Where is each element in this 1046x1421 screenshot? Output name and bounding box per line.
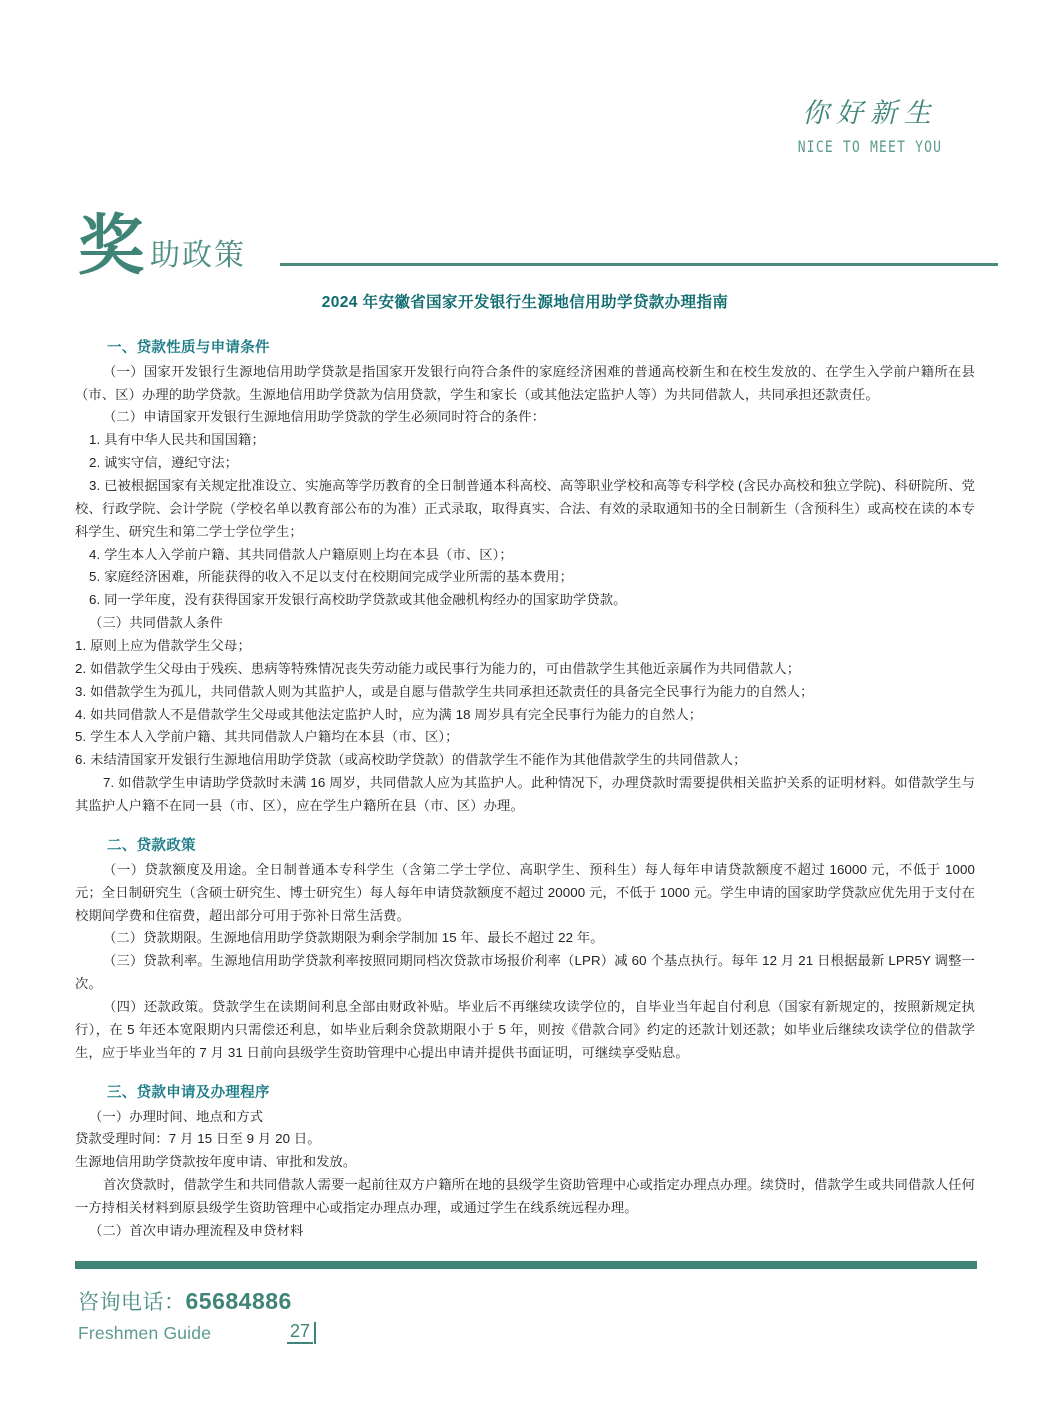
page-number-group <box>287 1322 316 1344</box>
masthead-subtitle: 助政策 <box>150 239 246 272</box>
section-heading-1: 一、贷款性质与申请条件 <box>107 339 270 356</box>
article-body <box>75 292 975 1243</box>
paragraph: 首次贷款时，借款学生和共同借款人需要一起前往双方户籍所在地的县级学生资助管理中心或指定办理点办理。续贷时，借款学生或共同借款人任何一方持相关材料到原县级学生资助管理中心或指定办理点办理，或通过学生在线系统远程办理。 <box>75 1177 975 1216</box>
paragraph: 3. 已被根据国家有关规定批准设立、实施高等学历教育的全日制普通本科高校、高等职业学校和高等专科学校 (含民办高校和独立学院)、科研院所、党校、行政学院、会计学院（学校名单以教育部公布的为准）正式录取，取得真实、合法、有效的录取通知书的全日制新生（含预科生）或高校在读的本专科学生、研究生和第二学士学位学生； <box>75 477 975 539</box>
paragraph: （二）贷款期限。生源地信用助学贷款期限为剩余学制加 15 年、最长不超过 22 年。 <box>103 930 604 946</box>
paragraph: 3. 如借款学生为孤儿，共同借款人则为其监护人，或是自愿与借款学生共同承担还款责任的具备完全民事行为能力的自然人； <box>75 683 814 699</box>
paragraph: 2. 如借款学生父母由于残疾、患病等特殊情况丧失劳动能力或民事行为能力的，可由借款学生其他近亲属作为共同借款人； <box>75 660 801 676</box>
paragraph: （二）首次申请办理流程及申贷材料 <box>89 1222 304 1238</box>
paragraph: 贷款受理时间：7 月 15 日至 9 月 20 日。 <box>75 1131 321 1147</box>
masthead-rule <box>280 263 998 266</box>
footer-bottom-row <box>78 1322 316 1344</box>
paragraph: （三）贷款利率。生源地信用助学贷款利率按照同期同档次贷款市场报价利率（LPR）减 60 个基点执行。每年 12 月 21 日根据最新 LPR5Y 调整一次。 <box>75 953 975 992</box>
paragraph: 5. 家庭经济困难，所能获得的收入不足以支付在校期间完成学业所需的基本费用； <box>89 569 573 585</box>
page-footer <box>78 1286 498 1344</box>
brandmark <box>770 98 970 157</box>
masthead-big-character: 奖 <box>78 207 144 285</box>
paragraph: 2. 诚实守信，遵纪守法； <box>89 455 239 471</box>
paragraph: （一）办理时间、地点和方式 <box>89 1108 264 1124</box>
paragraph: （三）共同借款人条件 <box>89 615 223 631</box>
paragraph: 6. 未结清国家开发银行生源地信用助学贷款（或高校助学贷款）的借款学生不能作为其他借款学生的共同借款人； <box>75 752 747 768</box>
page-number-tick <box>314 1322 316 1344</box>
paragraph: （一）国家开发银行生源地信用助学贷款是指国家开发银行向符合条件的家庭经济困难的普通高校新生和在校生发放的、在学生入学前户籍所在县（市、区）办理的助学贷款。生源地信用助学贷款为信用贷款，学生和家长（或其他法定监护人等）为共同借款人，共同承担还款责任。 <box>75 363 975 402</box>
masthead-row <box>78 186 998 285</box>
brandmark-chinese: 你好新生 <box>802 98 938 129</box>
paragraph: （一）贷款额度及用途。全日制普通本专科学生（含第二学士学位、高职学生、预科生）每人每年申请贷款额度不超过 16000 元，不低于 1000 元；全日制研究生（含硕士研究生、博士研究生）每人每年申请贷款额度不超过 20000 元，不低于 1000 元。学生申请的国家助学贷款应优先用于支付在校期间学费和住宿费，超出部分可用于弥补日常生活费。 <box>75 861 975 923</box>
paragraph: 7. 如借款学生申请助学贷款时未满 16 周岁，共同借款人应为其监护人。此种情况下，办理贷款时需要提供相关监护关系的证明材料。如借款学生与其监护人户籍不在同一县（市、区），应在学生户籍所在县（市、区）办理。 <box>75 775 975 814</box>
paragraph: 1. 具有中华人民共和国国籍； <box>89 432 265 448</box>
paragraph: 生源地信用助学贷款按年度申请、审批和发放。 <box>75 1154 357 1170</box>
footer-divider <box>75 1261 977 1269</box>
contact-phone-number: 65684886 <box>185 1288 292 1314</box>
section-masthead <box>78 186 998 285</box>
paragraph: （二）申请国家开发银行生源地信用助学贷款的学生必须同时符合的条件： <box>103 409 546 425</box>
paragraph: 5. 学生本人入学前户籍、其共同借款人户籍均在本县（市、区）； <box>75 729 459 745</box>
document-title: 2024 年安徽省国家开发银行生源地信用助学贷款办理指南 <box>321 294 729 311</box>
paragraph: 4. 学生本人入学前户籍、其共同借款人户籍原则上均在本县（市、区）； <box>89 546 513 562</box>
paragraph: （四）还款政策。贷款学生在读期间利息全部由财政补贴。毕业后不再继续攻读学位的，自毕业当年起自付利息（国家有新规定的，按照新规定执行），在 5 年还本宽限期内只需偿还利息，如毕业后剩余贷款期限小于 5 年，则按《借款合同》约定的还款计划还款；如毕业后继续攻读学位的借款学生，应于毕业当年的 7 月 31 日前向县级学生资助管理中心提出申请并提供书面证明，可继续享受贴息。 <box>75 999 975 1060</box>
section-heading-2: 二、贷款政策 <box>107 837 196 854</box>
paragraph: 6. 同一学年度，没有获得国家开发银行高校助学贷款或其他金融机构经办的国家助学贷款。 <box>89 592 627 608</box>
footer-guide-label: Freshmen Guide <box>78 1323 212 1343</box>
paragraph: 1. 原则上应为借款学生父母； <box>75 638 251 653</box>
brandmark-english: NICE TO MEET YOU <box>797 138 943 157</box>
contact-phone-label: 咨询电话： <box>78 1291 186 1314</box>
contact-phone <box>78 1286 498 1316</box>
section-heading-3: 三、贷款申请及办理程序 <box>107 1084 270 1101</box>
paragraph: 4. 如共同借款人不是借款学生父母或其他法定监护人时，应为满 18 周岁具有完全民事行为能力的自然人； <box>75 706 703 722</box>
page-number: 27 <box>287 1322 313 1344</box>
